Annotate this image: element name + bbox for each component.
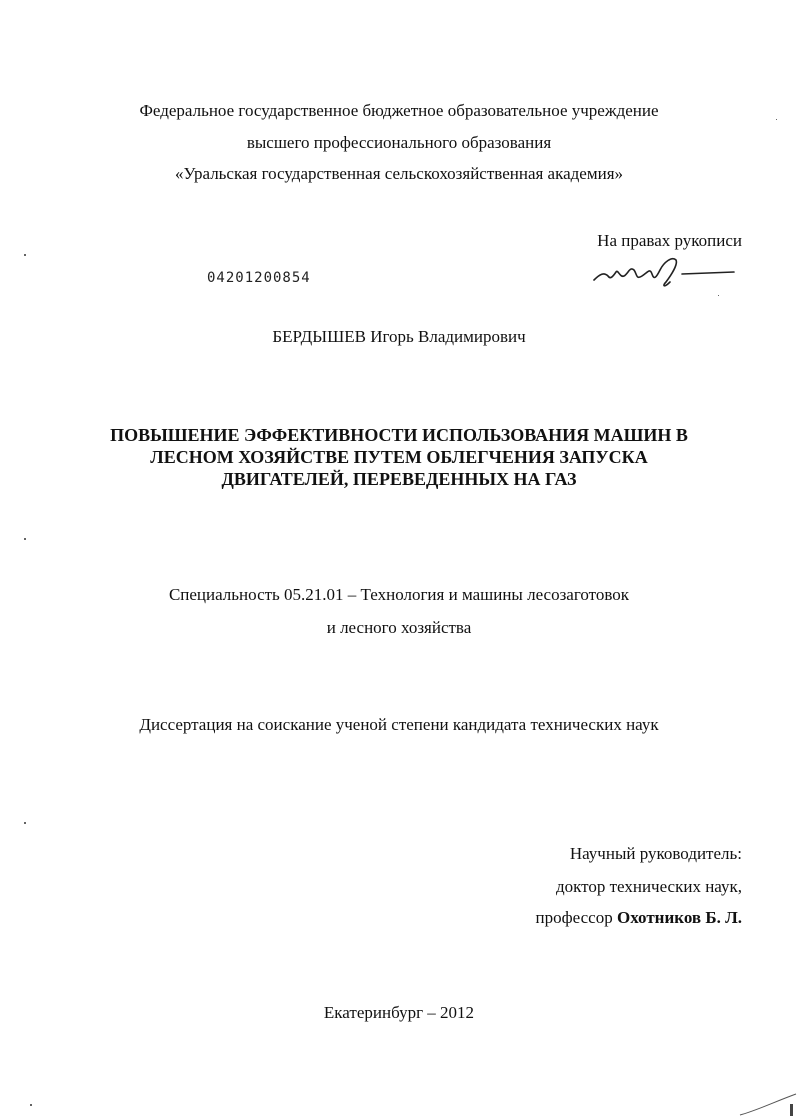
supervisor-name: Охотников Б. Л.	[616, 908, 742, 927]
dissertation-type: Диссертация на соискание ученой степени кандидата технических наук	[139, 715, 659, 734]
registration-number: 04201200854	[207, 270, 311, 286]
scan-speck	[24, 254, 26, 256]
supervisor-label: Научный руководитель:	[569, 844, 742, 863]
specialty-line-2: и лесного хозяйства	[326, 618, 472, 637]
institution-line-1: Федеральное государственное бюджетное образовательное учреждение	[139, 101, 659, 120]
corner-scan-artifact	[738, 1090, 798, 1117]
institution-line-2: высшего профессионального образования	[246, 133, 552, 152]
specialty-line-1: Специальность 05.21.01 – Технология и машины лесозаготовок	[168, 585, 630, 604]
signature-image	[592, 252, 737, 292]
scan-speck	[24, 538, 26, 540]
supervisor-degree: доктор технических наук,	[555, 877, 742, 896]
supervisor-rank-name	[536, 907, 742, 929]
title-line-1: ПОВЫШЕНИЕ ЭФФЕКТИВНОСТИ ИСПОЛЬЗОВАНИЯ МАШИН В	[110, 425, 688, 445]
supervisor-rank: профессор	[535, 908, 613, 927]
city-year: Екатеринбург – 2012	[323, 1003, 475, 1022]
scan-speck	[776, 119, 777, 120]
title-line-3: ДВИГАТЕЛЕЙ, ПЕРЕВЕДЕННЫХ НА ГАЗ	[221, 469, 577, 489]
scan-speck	[718, 295, 719, 296]
author-name: БЕРДЫШЕВ Игорь Владимирович	[272, 327, 526, 346]
scan-speck	[30, 1104, 32, 1106]
scan-speck	[24, 822, 26, 824]
title-line-2: ЛЕСНОМ ХОЗЯЙСТВЕ ПУТЕМ ОБЛЕГЧЕНИЯ ЗАПУСКА	[150, 447, 648, 467]
institution-line-3: «Уральская государственная сельскохозяйственная академия»	[174, 164, 624, 183]
rights-note: На правах рукописи	[597, 231, 742, 250]
